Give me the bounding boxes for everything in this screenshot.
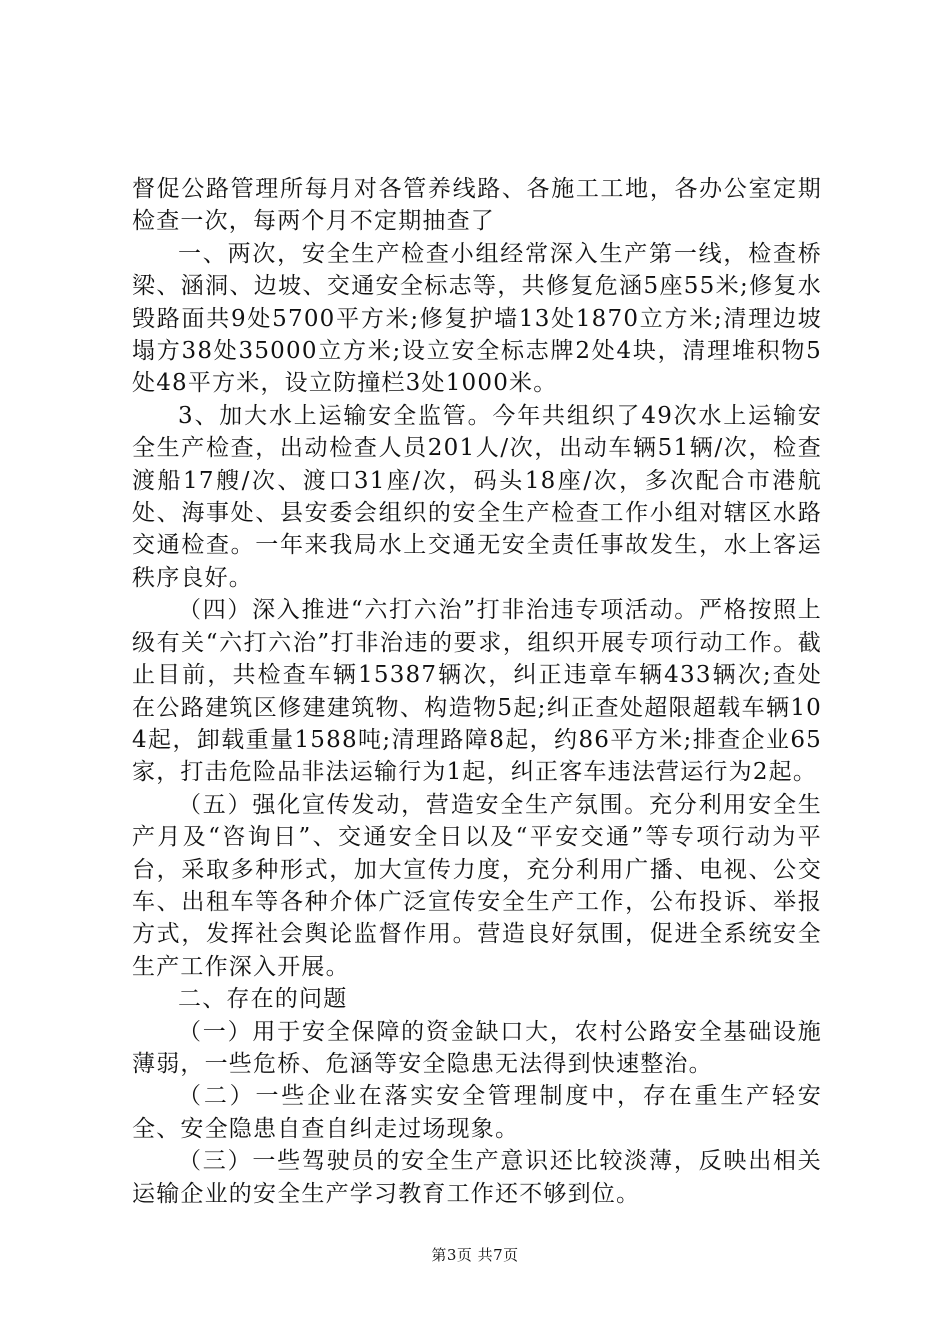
page-number-footer: 第3页 共7页 [431, 1246, 519, 1264]
paragraph-7: （一）用于安全保障的资金缺口大，农村公路安全基础设施薄弱，一些危桥、危涵等安全隐患无法得到快速整治。 [132, 1018, 822, 1077]
paragraph-2: 一、两次，安全生产检查小组经常深入生产第一线，检查桥梁、涵洞、边坡、交通安全标志等，共修复危涵5座55米;修复水毁路面共9处5700平方米;修复护墙13处1870立方米;清理边坡塌方38处35000立方米;设立安全标志牌2处4块，清理堆积物5处48平方米，设立防撞栏3处1000米。 [132, 240, 822, 397]
paragraph-8: （二）一些企业在落实安全管理制度中，存在重生产轻安全、安全隐患自查自纠走过场现象。 [132, 1083, 822, 1142]
paragraph-9: （三）一些驾驶员的安全生产意识还比较淡薄，反映出相关运输企业的安全生产学习教育工作还不够到位。 [132, 1148, 822, 1207]
document-body [132, 173, 822, 1210]
paragraph-4: （四）深入推进“六打六治”打非治违专项活动。严格按照上级有关“六打六治”打非治违的要求，组织开展专项行动工作。截止目前，共检查车辆15387辆次，纠正违章车辆433辆次;查处在公路建筑区修建建筑物、构造物5起;纠正查处超限超载车辆104起，卸载重量1588吨;清理路障8起，约86平方米;排查企业65家，打击危险品非法运输行为1起，纠正客车违法营运行为2起。 [132, 597, 822, 786]
paragraph-1: 督促公路管理所每月对各管养线路、各施工工地，各办公室定期检查一次，每两个月不定期抽查了 [132, 176, 822, 235]
paragraph-5: （五）强化宣传发动，营造安全生产氛围。充分利用安全生产月及“咨询日”、交通安全日以及“平安交通”等专项行动为平台，采取多种形式，加大宣传力度，充分利用广播、电视、公交车、出租车等各种介体广泛宣传安全生产工作，公布投诉、举报方式，发挥社会舆论监督作用。营造良好氛围，促进全系统安全生产工作深入开展。 [132, 791, 822, 980]
paragraph-3: 3、加大水上运输安全监管。今年共组织了49次水上运输安全生产检查，出动检查人员201人/次，出动车辆51辆/次，检查渡船17艘/次、渡口31座/次，码头18座/次，多次配合市港航处、海事处、县安委会组织的安全生产检查工作小组对辖区水路交通检查。一年来我局水上交通无安全责任事故发生，水上客运秩序良好。 [132, 402, 822, 591]
section-heading-problems: 二、存在的问题 [178, 986, 348, 1013]
